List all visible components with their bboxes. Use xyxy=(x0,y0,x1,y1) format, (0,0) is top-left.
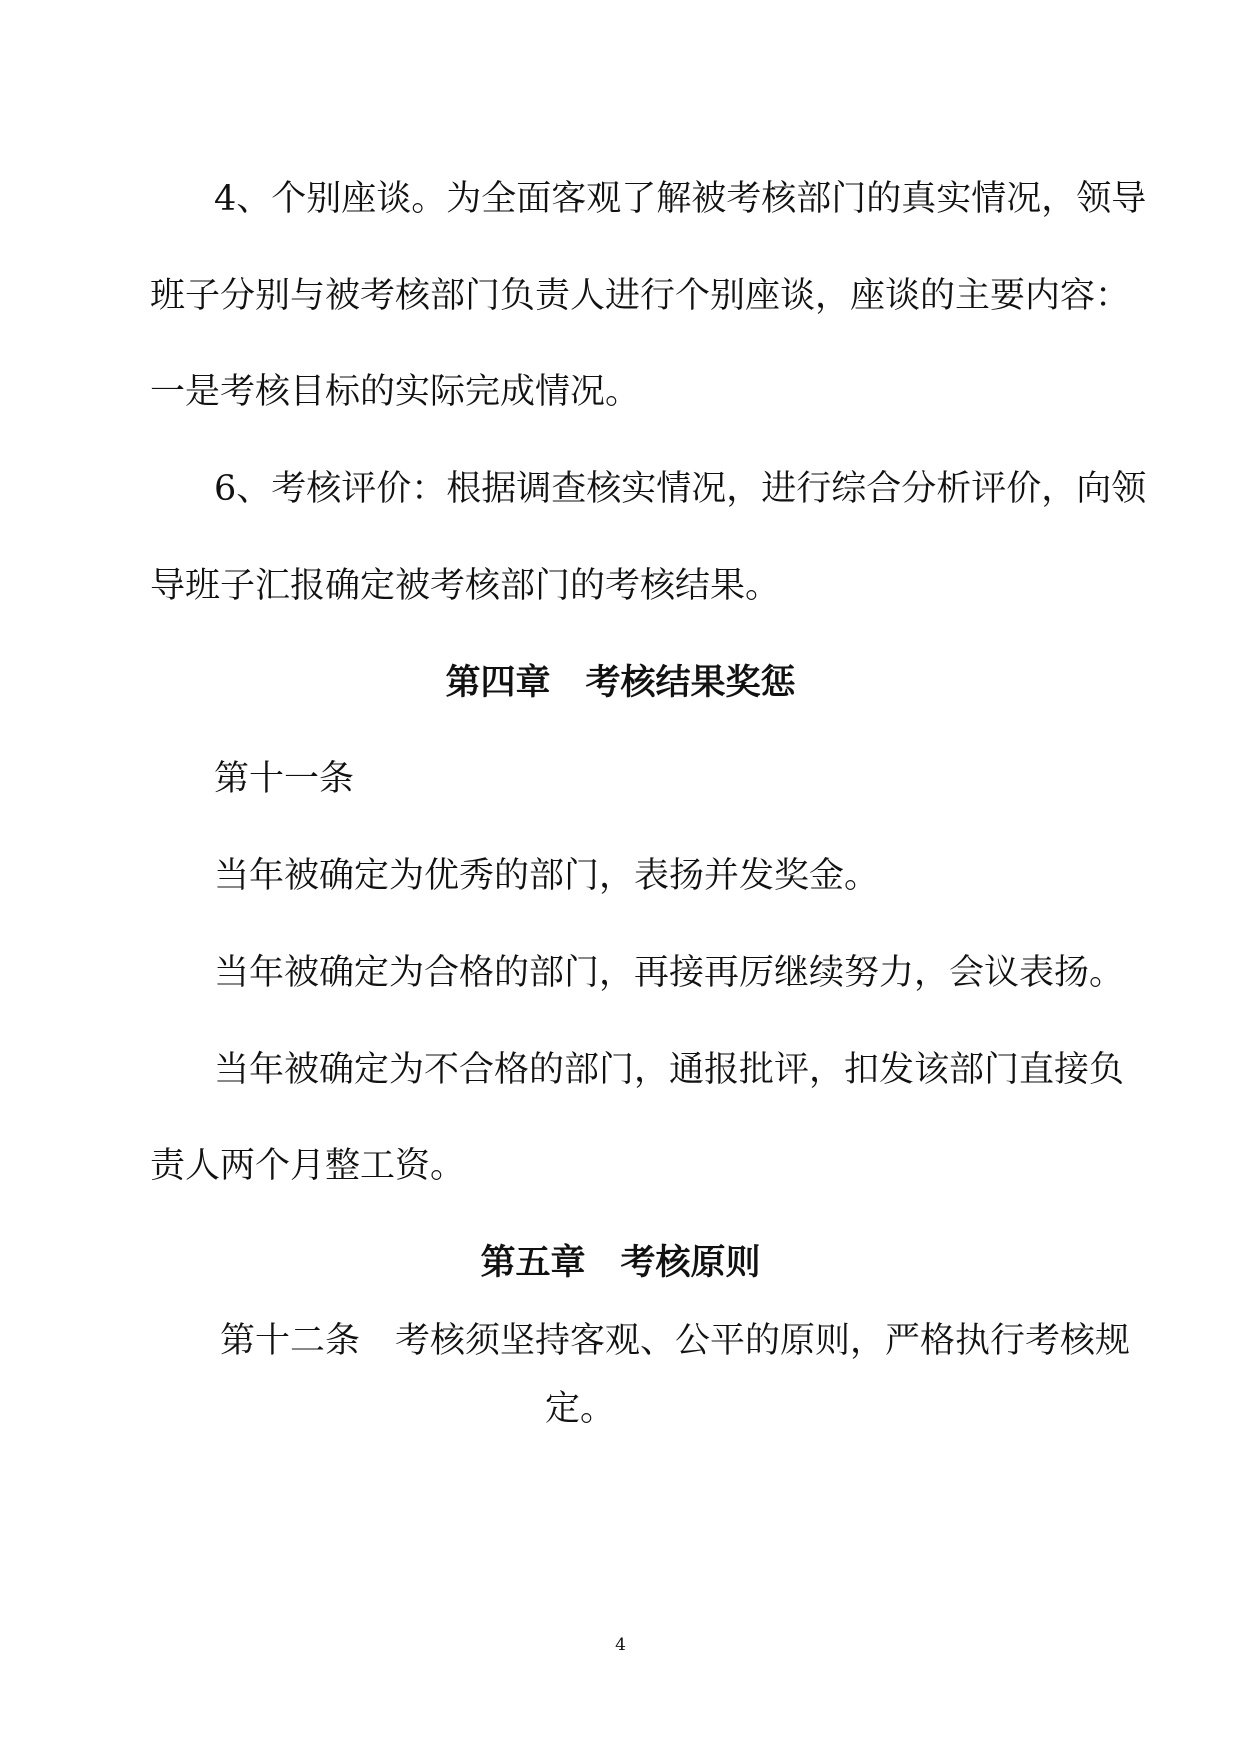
paragraph-2-line-2: 导班子汇报确定被考核部门的考核结果。 xyxy=(150,566,781,606)
article-12-line-1: 第十二条 考核须坚持客观、公平的原则，严格执行考核规 xyxy=(220,1321,1131,1361)
article-11-item-3-line-2: 责人两个月整工资。 xyxy=(150,1146,466,1186)
article-11-item-2: 当年被确定为合格的部门，再接再厉继续努力，会议表扬。 xyxy=(214,953,1125,993)
paragraph-2-line-1: 6、考核评价：根据调查核实情况，进行综合分析评价，向领 xyxy=(214,469,1147,509)
article-11-item-3-line-1: 当年被确定为不合格的部门，通报批评，扣发该部门直接负 xyxy=(214,1050,1125,1090)
paragraph-1-line-2: 班子分别与被考核部门负责人进行个别座谈，座谈的主要内容： xyxy=(150,276,1131,316)
paragraph-1-line-3: 一是考核目标的实际完成情况。 xyxy=(150,372,641,412)
article-12-line-2: 定。 xyxy=(545,1389,616,1429)
article-11-item-1: 当年被确定为优秀的部门，表扬并发奖金。 xyxy=(214,856,880,896)
page-number: 4 xyxy=(615,1635,626,1655)
article-11-title: 第十一条 xyxy=(214,759,355,799)
paragraph-1-line-1: 4、个别座谈。为全面客观了解被考核部门的真实情况，领导 xyxy=(214,179,1147,219)
chapter-5-heading: 第五章 考核原则 xyxy=(480,1243,761,1283)
chapter-4-heading: 第四章 考核结果奖惩 xyxy=(445,663,796,703)
